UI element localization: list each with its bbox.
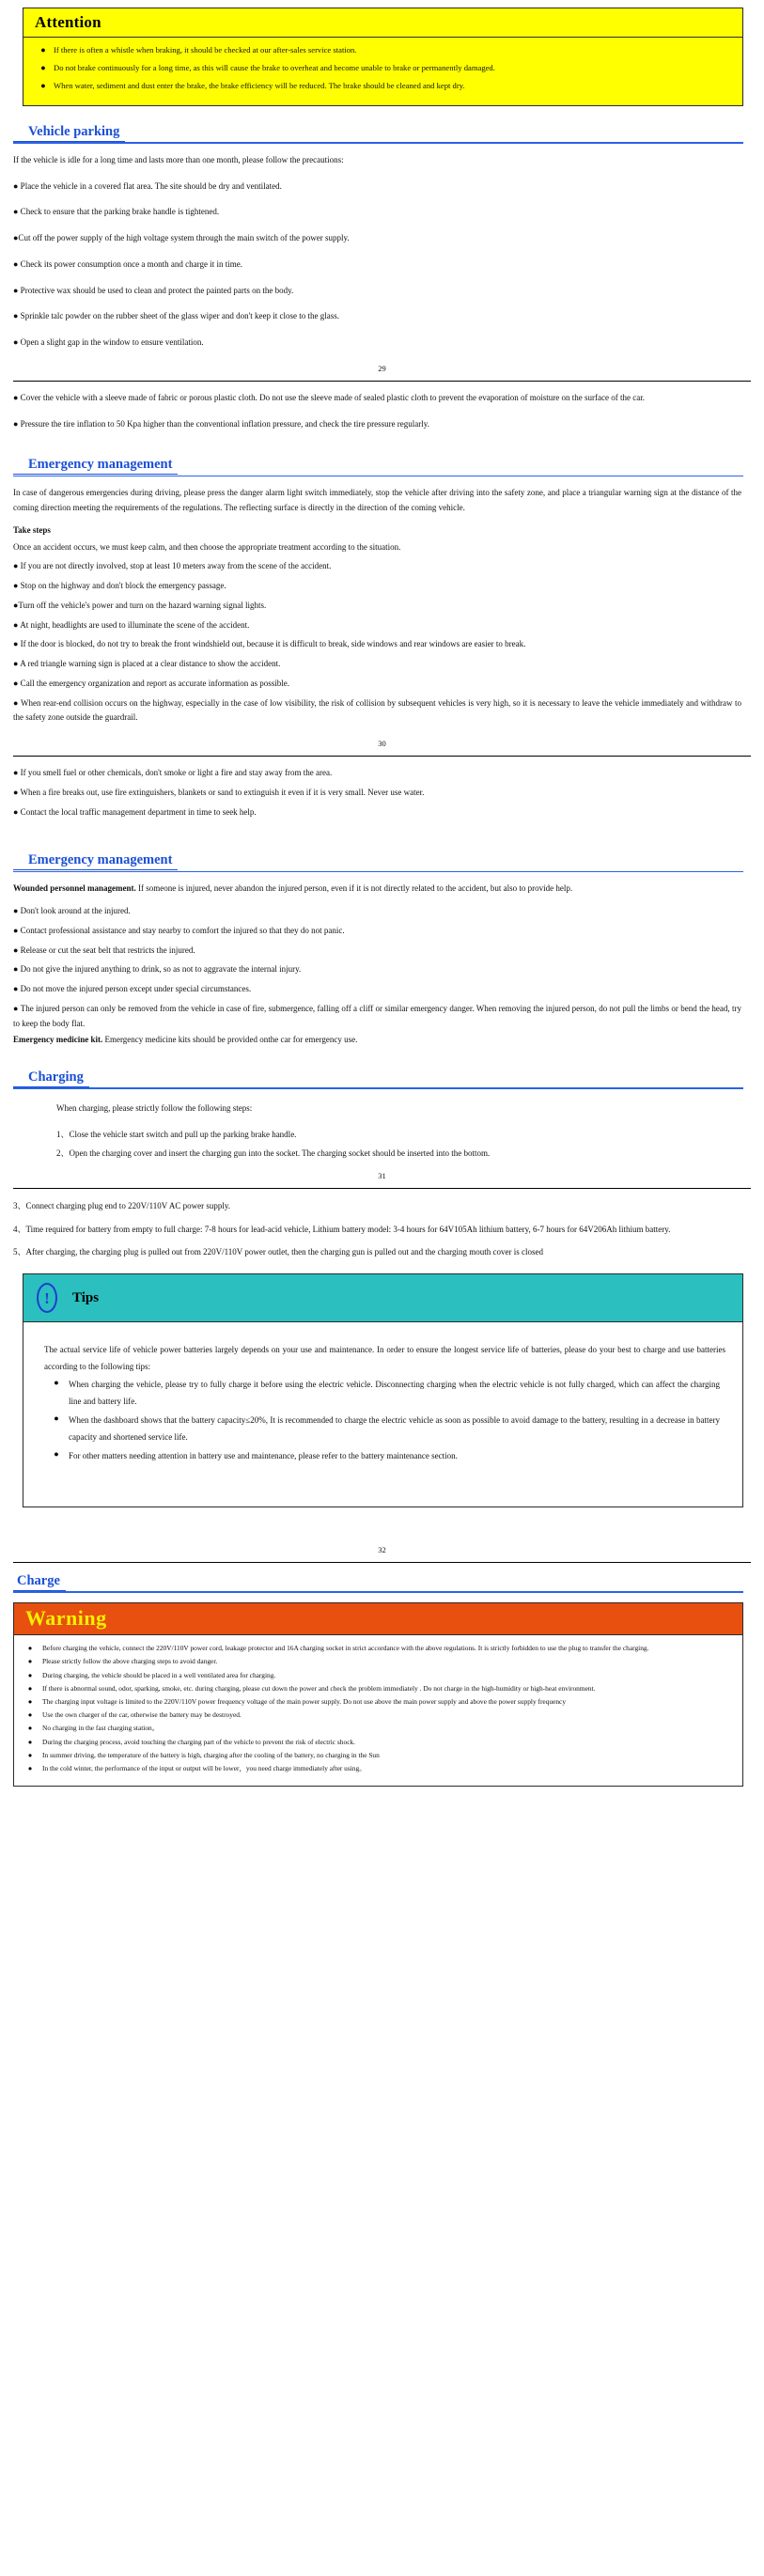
list-item: ●Turn off the vehicle's power and turn on the hazard warning signal lights. xyxy=(13,600,267,610)
list-item-text: The charging input voltage is limited to the 220V/110V power frequency voltage of the main power supply. Do not use above the main power supply and above the power supply frequency xyxy=(42,1696,567,1706)
page-separator xyxy=(13,1562,751,1563)
bullet-icon: ● xyxy=(27,1724,33,1733)
vehicle-parking-intro: If the vehicle is idle for a long time and lasts more than one month, please follow the precautions: xyxy=(13,154,344,164)
list-item: ● When rear-end collision occurs on the highway, especially in the case of low visibility, the risk of collision by subsequent vehicles is very high, so it is necessary to leave the vehicle immediately and withdraw to the safety zone outside the guardrail. xyxy=(13,697,741,723)
attention-title: Attention xyxy=(23,8,742,38)
heading-label: Emergency management xyxy=(13,852,178,870)
list-item: 3、Connect charging plug end to 220V/110V AC power supply. xyxy=(13,1201,230,1211)
section-heading-vehicle-parking xyxy=(13,123,743,144)
heading-rule xyxy=(13,1087,743,1089)
list-item-text: During the charging process, avoid touching the charging part of the vehicle to prevent the risk of electric shock. xyxy=(42,1737,356,1746)
section-heading-charging xyxy=(13,1069,743,1089)
warning-list xyxy=(14,1635,742,1786)
page-number: 32 xyxy=(378,1545,386,1555)
list-item: ● Protective wax should be used to clean and protect the painted parts on the body. xyxy=(13,285,294,295)
take-steps-label: Take steps xyxy=(13,524,51,535)
list-item: ● Stop on the highway and don't block the emergency passage. xyxy=(13,581,226,591)
list-item xyxy=(33,44,733,57)
list-item xyxy=(44,1448,725,1465)
attention-callout xyxy=(23,8,743,106)
heading-rule xyxy=(13,1591,743,1593)
list-item: 4、Time required for battery from empty to full charge: 7-8 hours for lead-acid vehicle, Lithium battery model: 3-4 hours for 64V105Ah lithium battery, 6-7 hours for 64V206Ah lithium battery. xyxy=(13,1224,671,1234)
list-item: ● The injured person can only be removed from the vehicle in case of fire, submergence, falling off a cliff or similar emergency danger. When removing the injured person, do not pull the limbs or bend the head, try to keep the body flat. xyxy=(13,1003,741,1028)
heading-rule xyxy=(13,476,743,477)
page-separator xyxy=(13,756,751,757)
list-item: ● Call the emergency organization and report as accurate information as possible. xyxy=(13,678,290,688)
list-item: ● When a fire breaks out, use fire extinguishers, blankets or sand to extinguish it even if it is very small. Never use water. xyxy=(13,787,425,797)
section-heading-charge xyxy=(13,1572,743,1593)
list-item-text: Before charging the vehicle, connect the 220V/110V power cord, leakage protector and 16A charging socket in strict accordance with the above regulations. It is strictly forbidden to use the plug to transfer the charging. xyxy=(42,1644,649,1653)
tips-title: Tips xyxy=(72,1289,100,1305)
list-item xyxy=(33,62,733,75)
list-item: ● Contact professional assistance and stay nearby to comfort the injured so that they do not panic. xyxy=(13,925,345,935)
emergency-intro: In case of dangerous emergencies during driving, please press the danger alarm light switch immediately, stop the vehicle after driving into the safety zone, and place a triangular warning sign at the distance of the coming direction meeting the requirements of the regulations. The reflecting surface is directly in the direction of the coming vehicle. xyxy=(13,488,741,513)
list-item xyxy=(18,1763,737,1774)
medicine-kit-text: Emergency medicine kits should be provided onthe car for emergency use. xyxy=(102,1035,358,1045)
exclamation-circle-icon: ! xyxy=(37,1283,57,1313)
list-item-text: During charging, the vehicle should be placed in a well ventilated area for charging. xyxy=(42,1670,276,1679)
bullet-icon: ● xyxy=(54,1378,59,1388)
bullet-icon: ● xyxy=(27,1737,33,1746)
warning-title: Warning xyxy=(25,1606,107,1631)
page-number: 30 xyxy=(378,739,386,749)
tips-intro: The actual service life of vehicle power batteries largely depends on your use and maintenance. In order to ensure the longest service life of batteries, please do your best to charge and use batteries according to the following tips: xyxy=(44,1345,725,1372)
wounded-personnel-paragraph xyxy=(13,882,741,897)
list-item-text: No charging in the fast charging station。 xyxy=(42,1724,160,1733)
list-item xyxy=(18,1683,737,1694)
list-item xyxy=(44,1413,725,1445)
charging-steps xyxy=(56,1126,741,1162)
list-item-text: If there is abnormal sound, odor, sparking, smoke, etc. during charging, please cut down the power and check the problem immediately . Do not charge in the high-humidity or high-heat environment. xyxy=(42,1683,596,1693)
bullet-icon: ● xyxy=(27,1696,33,1706)
warning-header xyxy=(14,1603,742,1635)
heading-label: Emergency management xyxy=(13,457,178,475)
list-item: ● Pressure the tire inflation to 50 Kpa higher than the conventional inflation pressure, and check the tire pressure regularly. xyxy=(13,418,429,429)
list-item-text: When water, sediment and dust enter the brake, the brake efficiency will be reduced. The brake should be cleaned and kept dry. xyxy=(54,80,465,90)
list-item-text: For other matters needing attention in battery use and maintenance, please refer to the battery maintenance section. xyxy=(69,1451,458,1461)
list-item: ● If you smell fuel or other chemicals, don't smoke or light a fire and stay away from the area. xyxy=(13,768,333,778)
tips-callout xyxy=(23,1273,743,1507)
heading-label: Charging xyxy=(13,1069,89,1087)
bullet-icon: ● xyxy=(40,80,46,90)
list-item: 1、Close the vehicle start switch and pull up the parking brake handle. xyxy=(56,1130,297,1140)
list-item xyxy=(18,1670,737,1681)
bullet-icon: ● xyxy=(27,1683,33,1693)
bullet-icon: ● xyxy=(40,62,46,72)
heading-rule xyxy=(13,142,743,144)
charging-intro: When charging, please strictly follow the following steps: xyxy=(56,1103,253,1114)
wounded-personnel-text: If someone is injured, never abandon the injured person, even if it is not directly related to the accident, but also to provide help. xyxy=(135,883,573,894)
bullet-icon: ● xyxy=(27,1750,33,1759)
list-item: 2、Open the charging cover and insert the charging gun into the socket. The charging socket should be inserted into the bottom. xyxy=(56,1148,491,1159)
list-item-text: In the cold winter, the performance of the input or output will be lower，you need charge immediately after using。 xyxy=(42,1764,366,1773)
list-item: ● A red triangle warning sign is placed at a clear distance to show the accident. xyxy=(13,659,281,669)
list-item: ● If the door is blocked, do not try to break the front windshield out, because it is difficult to break, side windows and rear windows are easier to break. xyxy=(13,639,526,649)
bullet-icon: ● xyxy=(27,1764,33,1773)
bullet-icon: ● xyxy=(40,45,46,55)
list-item: ● Don't look around at the injured. xyxy=(13,906,131,916)
manual-page xyxy=(0,8,764,1796)
section-heading-emergency-management-2 xyxy=(13,851,743,872)
list-item: ● At night, headlights are used to illuminate the scene of the accident. xyxy=(13,619,250,630)
medicine-kit-label: Emergency medicine kit. xyxy=(13,1035,103,1045)
list-item xyxy=(18,1737,737,1748)
page-number: 29 xyxy=(378,363,386,373)
list-item xyxy=(18,1750,737,1761)
list-item xyxy=(18,1723,737,1734)
bullet-icon: ● xyxy=(27,1670,33,1679)
list-item xyxy=(18,1656,737,1667)
heading-label: Charge xyxy=(13,1573,66,1591)
list-item: ● Contact the local traffic management department in time to seek help. xyxy=(13,806,257,817)
bullet-icon: ● xyxy=(54,1413,59,1424)
bullet-icon: ● xyxy=(27,1710,33,1720)
list-item-text: If there is often a whistle when braking, it should be checked at our after-sales service station. xyxy=(54,45,357,55)
list-item-text: Use the own charger of the car, otherwise the battery may be destroyed. xyxy=(42,1710,242,1720)
list-item: ● Sprinkle talc powder on the rubber sheet of the glass wiper and don't keep it close to the glass. xyxy=(13,311,339,321)
tips-header xyxy=(23,1274,742,1322)
list-item-text: Please strictly follow the above charging steps to avoid danger. xyxy=(42,1657,218,1666)
list-item xyxy=(18,1710,737,1721)
list-item-text: Do not brake continuously for a long time, as this will cause the brake to overheat and become unable to brake or permanently damaged. xyxy=(54,62,495,72)
list-item: ● Open a slight gap in the window to ensure ventilation. xyxy=(13,337,204,348)
list-item-text: In summer driving, the temperature of the battery is high, charging after the cooling of the battery, no charging in the Sun xyxy=(42,1750,380,1759)
list-item: ● Check to ensure that the parking brake handle is tightened. xyxy=(13,207,220,217)
list-item: ●Cut off the power supply of the high voltage system through the main switch of the power supply. xyxy=(13,233,350,243)
list-item: ● Check its power consumption once a month and charge it in time. xyxy=(13,258,242,269)
take-steps-intro: Once an accident occurs, we must keep calm, and then choose the appropriate treatment according to the situation. xyxy=(13,541,401,552)
wounded-personnel-label: Wounded personnel management. xyxy=(13,883,136,894)
tips-body xyxy=(23,1322,742,1507)
page-number: 31 xyxy=(378,1171,386,1181)
attention-list xyxy=(23,38,742,105)
warning-callout xyxy=(13,1602,743,1787)
list-item xyxy=(18,1696,737,1708)
heading-rule xyxy=(13,871,743,873)
medicine-kit-paragraph xyxy=(13,1033,741,1048)
list-item xyxy=(18,1643,737,1654)
page-separator xyxy=(13,1188,751,1189)
list-item-text: When the dashboard shows that the battery capacity≤20%, It is recommended to charge the electric vehicle as soon as possible to avoid damage to the battery, resulting in a decrease in battery capacity and shortened service life. xyxy=(69,1415,720,1442)
list-item: ● Cover the vehicle with a sleeve made of fabric or porous plastic cloth. Do not use the sleeve made of sealed plastic cloth to prevent the evaporation of moisture on the surface of the car. xyxy=(13,392,645,402)
list-item xyxy=(44,1377,725,1410)
list-item: ● Do not give the injured anything to drink, so as not to aggravate the internal injury. xyxy=(13,964,302,975)
bullet-icon: ● xyxy=(27,1657,33,1666)
list-item xyxy=(33,80,733,93)
page-separator xyxy=(13,381,751,382)
bullet-icon: ● xyxy=(27,1644,33,1653)
list-item: ● Place the vehicle in a covered flat area. The site should be dry and ventilated. xyxy=(13,180,282,191)
list-item-text: When charging the vehicle, please try to fully charge it before using the electric vehicle. Disconnecting charging when the electric vehicle is not fully charged, which can affect the charging line and battery life. xyxy=(69,1380,720,1406)
list-item: ● Do not move the injured person except under special circumstances. xyxy=(13,984,252,994)
list-item: ● Release or cut the seat belt that restricts the injured. xyxy=(13,945,195,955)
list-item: ● If you are not directly involved, stop at least 10 meters away from the scene of the accident. xyxy=(13,561,332,571)
bullet-icon: ● xyxy=(54,1449,59,1460)
heading-label: Vehicle parking xyxy=(13,124,125,142)
section-heading-emergency-management-1 xyxy=(13,456,743,476)
list-item: 5、After charging, the charging plug is pulled out from 220V/110V power outlet, then the charging gun is pulled out and the charging mouth cover is closed xyxy=(13,1247,543,1257)
